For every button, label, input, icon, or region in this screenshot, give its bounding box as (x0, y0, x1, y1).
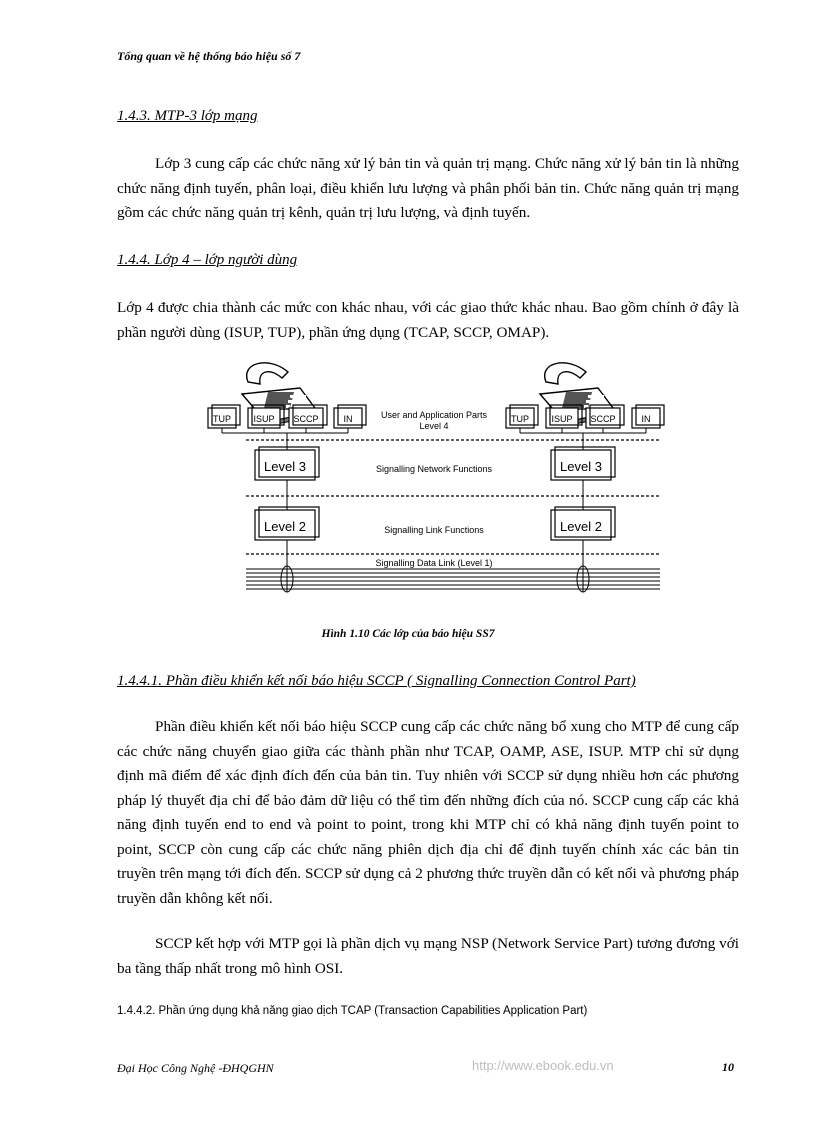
footer-watermark-link[interactable]: http://www.ebook.edu.vn (472, 1058, 614, 1073)
footer-university: Đại Học Công Nghệ -ĐHQGHN (117, 1061, 274, 1075)
right-level2-box: Level 2 (560, 519, 602, 534)
section-heading-1-4-4-1: 1.4.4.1. Phần điều khiển kết nối báo hiệu SCCP ( Signalling Connection Control Part) (117, 673, 636, 689)
data-link-label: Signalling Data Link (Level 1) (375, 558, 493, 568)
section-heading-1-4-3: 1.4.3. MTP-3 lớp mạng (117, 108, 258, 124)
level4-label: Level 4 (419, 421, 449, 431)
right-level3-box: Level 3 (560, 459, 602, 474)
paragraph-mtp3: Lớp 3 cung cấp các chức năng xử lý bản tin và quản trị mạng. Chức năng xử lý bản tin là những chức năng định tuyến, phân loại, điều khiển lưu lượng và phân phối bản tin. Chức năng quản trị mạng gồm các chức năng quản trị kênh, quản trị lưu lượng, và định tuyến. (117, 155, 739, 221)
right-sccp-label: SCCP (590, 414, 616, 424)
page-number: 10 (722, 1060, 734, 1074)
section-heading-1-4-4: 1.4.4. Lớp 4 – lớp người dùng (117, 252, 298, 268)
left-in-label: IN (343, 414, 353, 424)
left-level2-box: Level 2 (264, 519, 306, 534)
network-functions-label: Signalling Network Functions (375, 464, 493, 474)
paragraph-sccp-1: Phần điều khiển kết nối báo hiệu SCCP cung cấp các chức năng bổ xung cho MTP để cung cấp các chức năng chuyển giao giữa các thành phần như TCAP, OAMP, ASE, ISUP. MTP chỉ sử dụng định mã điểm để xác định đích đến của bản tin. Tuy nhiên với SCCP sử dụng nhiều hơn các phương pháp lý thuyết địa chỉ để bảo đảm dữ liệu có thể tìm đến những đích của nó. SCCP cung cấp các khả năng định tuyến end to end và point to point, trong khi MTP chỉ có khả năng định tuyến point to point, SCCP còn cung cấp các chức năng phiên dịch địa chỉ để định tuyến chính xác các bản tin truyền trên mạng tới đích đến. SCCP sử dụng cả 2 phương thức truyền dẫn có kết nối và phương pháp truyền dẫn không kết nối. (117, 718, 739, 907)
left-sccp-label: SCCP (293, 414, 319, 424)
figure-caption: Hình 1.10 Các lớp của báo hiệu SS7 (321, 628, 495, 640)
right-isup-label: ISUP (551, 414, 573, 424)
left-tup-label: TUP (213, 414, 231, 424)
link-functions-label: Signalling Link Functions (384, 525, 484, 535)
user-app-parts-label: User and Application Parts (380, 410, 488, 420)
left-level3-box: Level 3 (264, 459, 306, 474)
section-heading-1-4-4-2: 1.4.4.2. Phần ứng dụng khả năng giao dịch TCAP (Transaction Capabilities Application Part) (117, 1005, 588, 1017)
ss7-layers-figure (200, 352, 675, 602)
paragraph-layer4: Lớp 4 được chia thành các mức con khác nhau, với các giao thức khác nhau. Bao gồm chính ở đây là phần người dùng (ISUP, TUP), phần ứng dụng (TCAP, SCCP, OMAP). (117, 299, 739, 341)
running-header: Tổng quan về hệ thống báo hiệu số 7 (117, 49, 301, 63)
right-in-label: IN (641, 414, 651, 424)
left-isup-label: ISUP (253, 414, 275, 424)
paragraph-sccp-2: SCCP kết hợp với MTP gọi là phần dịch vụ mạng NSP (Network Service Part) tương đương với ba tầng thấp nhất trong mô hình OSI. (117, 935, 739, 977)
right-tup-label: TUP (511, 414, 529, 424)
